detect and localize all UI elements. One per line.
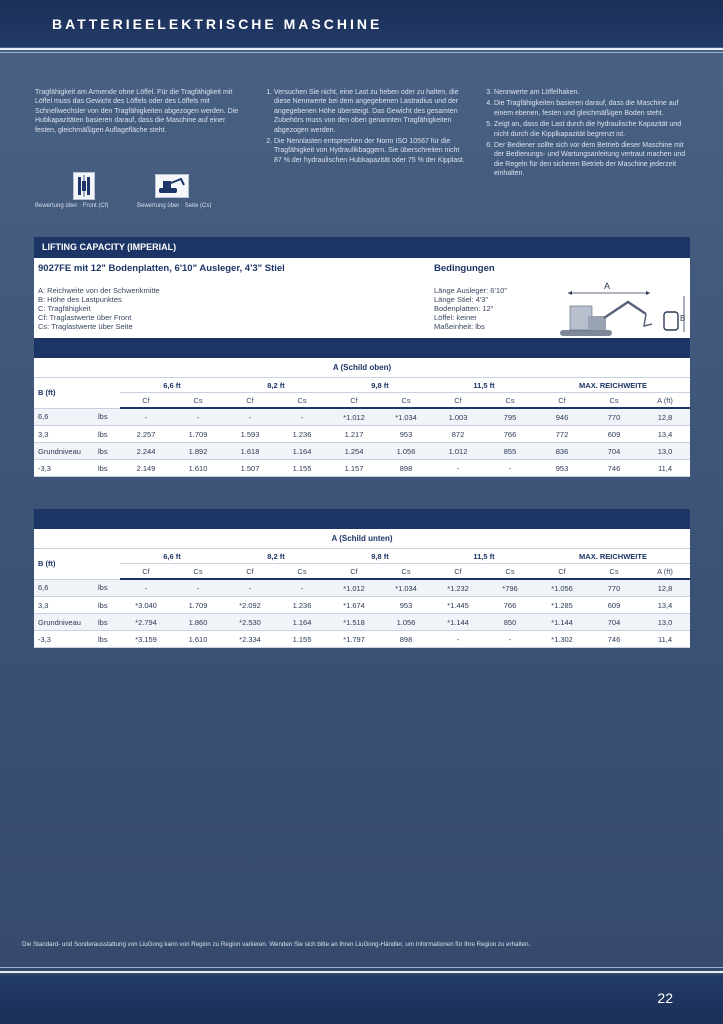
value-cell: *1.012 xyxy=(328,579,380,597)
value-cell: 1.892 xyxy=(172,443,224,460)
page-title: BATTERIEELEKTRISCHE MASCHINE xyxy=(52,16,383,32)
conditions-title: Bedingungen xyxy=(434,263,495,274)
value-cell: 13,0 xyxy=(640,614,690,631)
reach-group-header: 9,8 ft xyxy=(328,549,432,564)
machine-config-title: 9027FE mit 12" Bodenplatten, 6'10" Ausleger, 4'3" Stiel xyxy=(38,263,285,274)
unit-cell: lbs xyxy=(98,426,120,443)
table-row xyxy=(34,426,690,443)
column-subheader: Cs xyxy=(588,393,640,409)
value-cell: 13,4 xyxy=(640,597,690,614)
value-cell: - xyxy=(120,579,172,597)
value-cell: - xyxy=(276,579,328,597)
reach-group-header: 8,2 ft xyxy=(224,378,328,393)
table-title: A (Schild unten) xyxy=(34,529,690,549)
column-subheader: A (ft) xyxy=(640,393,690,409)
section-title: LIFTING CAPACITY (IMPERIAL) xyxy=(34,237,690,258)
column-subheader: Cs xyxy=(276,564,328,580)
value-cell: *1.232 xyxy=(432,579,484,597)
value-cell: 1.056 xyxy=(380,614,432,631)
column-subheader: Cf xyxy=(536,393,588,409)
value-cell: 770 xyxy=(588,408,640,426)
value-cell: *796 xyxy=(484,579,536,597)
value-cell: 609 xyxy=(588,597,640,614)
value-cell: 1.155 xyxy=(276,631,328,648)
value-cell: *1.144 xyxy=(536,614,588,631)
value-cell: - xyxy=(432,631,484,648)
lifting-capacity-section-2 xyxy=(34,509,690,648)
reach-group-header: 11,5 ft xyxy=(432,378,536,393)
column-subheader: Cf xyxy=(120,393,172,409)
note-text: Tragfähigkeit am Armende ohne Löffel. Für die Tragfähigkeit mit Löffel muss das Gewicht des Löffels oder des Löffels mit Schnellwechsler von den Tragfähigkeiten abgezogen werden. Die Hubkapazitäten basieren darauf, dass die Maschine auf einer festen, gleichmäßigen Auflagefläche steht. xyxy=(35,89,239,134)
unit-cell: lbs xyxy=(98,614,120,631)
value-cell: *1.034 xyxy=(380,408,432,426)
condition-item: Löffel: keiner xyxy=(434,313,477,322)
value-cell: 953 xyxy=(380,426,432,443)
value-cell: 13,0 xyxy=(640,443,690,460)
value-cell: 11,4 xyxy=(640,460,690,477)
reach-group-header: MAX. REICHWEITE xyxy=(536,549,690,564)
value-cell: 704 xyxy=(588,614,640,631)
value-cell: 1.254 xyxy=(328,443,380,460)
condition-item: Bodenplatten: 12" xyxy=(434,304,494,313)
height-cell: -3,3 xyxy=(34,460,98,477)
footer-disclaimer: Die Standard- und Sonderausstattung von LiuGong kann von Region zu Region variieren. Wenden Sie sich bitte an Ihren LiuGong-Händler, um Informationen für Ihre Region zu erhalten. xyxy=(22,941,531,948)
value-cell: - xyxy=(484,631,536,648)
reach-group-header: 8,2 ft xyxy=(224,549,328,564)
value-cell: *1.285 xyxy=(536,597,588,614)
value-cell: 1.217 xyxy=(328,426,380,443)
front-rating-icon xyxy=(73,172,95,200)
note-item: 3. Nennwerte am Löffelhaken. xyxy=(494,88,687,97)
value-cell: 1.709 xyxy=(172,597,224,614)
height-cell: 3,3 xyxy=(34,426,98,443)
header-divider xyxy=(0,48,723,50)
value-cell: 953 xyxy=(380,597,432,614)
column-subheader: Cf xyxy=(224,564,276,580)
value-cell: - xyxy=(276,408,328,426)
column-subheader: Cf xyxy=(120,564,172,580)
value-cell: 13,4 xyxy=(640,426,690,443)
column-subheader: Cf xyxy=(536,564,588,580)
value-cell: 946 xyxy=(536,408,588,426)
height-cell: 6,6 xyxy=(34,579,98,597)
value-cell: *1.012 xyxy=(328,408,380,426)
reach-group-header: 6,6 ft xyxy=(120,549,224,564)
value-cell: 953 xyxy=(536,460,588,477)
height-cell: -3,3 xyxy=(34,631,98,648)
condition-item: Länge Ausleger: 6'10" xyxy=(434,286,507,295)
legend-item: B: Höhe des Lastpunktes xyxy=(38,295,122,304)
footer-divider-thin xyxy=(0,967,723,968)
unit-cell: lbs xyxy=(98,579,120,597)
column-subheader: Cf xyxy=(328,564,380,580)
conditions-list xyxy=(434,286,507,331)
page-number: 22 xyxy=(657,990,673,1006)
value-cell: 12,8 xyxy=(640,579,690,597)
value-cell: *1.302 xyxy=(536,631,588,648)
value-cell: 770 xyxy=(588,579,640,597)
value-cell: 1.003 xyxy=(432,408,484,426)
value-cell: *1.034 xyxy=(380,579,432,597)
table-row xyxy=(34,443,690,460)
value-cell: *1.445 xyxy=(432,597,484,614)
value-cell: *1.674 xyxy=(328,597,380,614)
legend-item: Cf: Traglastwerte über Front xyxy=(38,313,132,322)
value-cell: - xyxy=(120,408,172,426)
unit-cell: lbs xyxy=(98,597,120,614)
value-cell: 609 xyxy=(588,426,640,443)
column-subheader: A (ft) xyxy=(640,564,690,580)
value-cell: *2.334 xyxy=(224,631,276,648)
value-cell: 850 xyxy=(484,614,536,631)
value-cell: 2.149 xyxy=(120,460,172,477)
value-cell: - xyxy=(224,579,276,597)
diagram-label-b: B xyxy=(680,314,686,323)
b-column-header: B (ft) xyxy=(34,549,120,580)
value-cell: *1.144 xyxy=(432,614,484,631)
unit-cell: lbs xyxy=(98,443,120,460)
value-cell: 772 xyxy=(536,426,588,443)
b-column-header: B (ft) xyxy=(34,378,120,409)
reach-group-header: 11,5 ft xyxy=(432,549,536,564)
value-cell: *1.518 xyxy=(328,614,380,631)
value-cell: 766 xyxy=(484,597,536,614)
value-cell: *3.159 xyxy=(120,631,172,648)
column-subheader: Cs xyxy=(380,393,432,409)
value-cell: 1.164 xyxy=(276,614,328,631)
value-cell: - xyxy=(172,408,224,426)
value-cell: 1.236 xyxy=(276,426,328,443)
value-cell: 1.709 xyxy=(172,426,224,443)
column-subheader: Cf xyxy=(432,564,484,580)
column-subheader: Cf xyxy=(432,393,484,409)
note-item: 5. Zeigt an, dass die Last durch die hydraulische Kapazität und nicht durch die Kipplkapazität begrenzt ist. xyxy=(494,120,687,139)
table-title: A (Schild oben) xyxy=(34,358,690,378)
value-cell: 1.236 xyxy=(276,597,328,614)
value-cell: 795 xyxy=(484,408,536,426)
condition-item: Länge Stiel: 4'3" xyxy=(434,295,489,304)
footer-divider xyxy=(0,971,723,973)
value-cell: 1.056 xyxy=(380,443,432,460)
front-rating-label: Bewertung über · Front (Cf) xyxy=(35,203,109,209)
value-cell: 898 xyxy=(380,631,432,648)
unit-cell: lbs xyxy=(98,408,120,426)
column-subheader: Cs xyxy=(172,393,224,409)
side-rating-label: Bewertung über · Seite (Cs) xyxy=(137,203,212,209)
reach-group-header: 6,6 ft xyxy=(120,378,224,393)
value-cell: *1.797 xyxy=(328,631,380,648)
value-cell: 855 xyxy=(484,443,536,460)
value-cell: 1.593 xyxy=(224,426,276,443)
capacity-table-blade-down xyxy=(34,529,690,648)
table-row xyxy=(34,631,690,648)
value-cell: - xyxy=(432,460,484,477)
column-subheader: Cs xyxy=(484,564,536,580)
value-cell: 1.155 xyxy=(276,460,328,477)
value-cell: 1.507 xyxy=(224,460,276,477)
unit-cell: lbs xyxy=(98,631,120,648)
note-item: 2. Die Nennlasten entsprechen der Norm ISO 10567 für die Tragfähigkeit von Hydraulikbaggern. Sie überschreiten nicht 87 % der hydraulischen Hubkapazität oder 75 % der Kipplast. xyxy=(274,137,467,165)
header-divider-thin xyxy=(0,52,723,53)
column-subheader: Cf xyxy=(224,393,276,409)
value-cell: 1.610 xyxy=(172,460,224,477)
value-cell: 898 xyxy=(380,460,432,477)
legend-item: A: Reichweite von der Schwenkmitte xyxy=(38,286,160,295)
machine-info xyxy=(34,258,690,338)
table-row xyxy=(34,597,690,614)
value-cell: 766 xyxy=(484,426,536,443)
height-cell: Grundniveau xyxy=(34,443,98,460)
notes-column-2 xyxy=(262,88,467,167)
excavator-diagram xyxy=(544,258,690,338)
column-subheader: Cs xyxy=(588,564,640,580)
value-cell: 1.860 xyxy=(172,614,224,631)
legend-item: Cs: Traglastwerte über Seite xyxy=(38,322,133,331)
note-item: 6. Der Bediener sollte sich vor dem Betrieb dieser Maschine mit der Bedienungs- und Wartungsanleitung vertraut machen und die Regeln für den sicheren Betrieb der Maschine jederzeit einhalten. xyxy=(494,141,687,179)
section-divider-bar xyxy=(34,338,690,358)
value-cell: - xyxy=(484,460,536,477)
capacity-table-blade-up xyxy=(34,358,690,477)
table-row xyxy=(34,408,690,426)
height-cell: 3,3 xyxy=(34,597,98,614)
lifting-capacity-section xyxy=(34,237,690,477)
value-cell: - xyxy=(224,408,276,426)
table-row xyxy=(34,579,690,597)
legend-item: C: Tragfähigkeit xyxy=(38,304,91,313)
reach-group-header: 9,8 ft xyxy=(328,378,432,393)
note-item: 4. Die Tragfähigkeiten basieren darauf, dass die Maschine auf einem ebenen, festen und gleichmäßigen Boden steht. xyxy=(494,99,687,118)
value-cell: 1.164 xyxy=(276,443,328,460)
column-subheader: Cf xyxy=(328,393,380,409)
value-cell: - xyxy=(172,579,224,597)
value-cell: 2.244 xyxy=(120,443,172,460)
legend-list xyxy=(38,286,160,331)
column-subheader: Cs xyxy=(380,564,432,580)
side-rating-icon xyxy=(155,174,189,198)
value-cell: 704 xyxy=(588,443,640,460)
value-cell: *3.040 xyxy=(120,597,172,614)
value-cell: 1.012 xyxy=(432,443,484,460)
unit-cell: lbs xyxy=(98,460,120,477)
value-cell: 1.610 xyxy=(172,631,224,648)
value-cell: 2.257 xyxy=(120,426,172,443)
value-cell: 11,4 xyxy=(640,631,690,648)
table-row xyxy=(34,614,690,631)
table-row xyxy=(34,460,690,477)
height-cell: 6,6 xyxy=(34,408,98,426)
notes-column-3 xyxy=(482,88,687,181)
section-divider-bar xyxy=(34,509,690,529)
notes-column-1 xyxy=(35,88,245,135)
column-subheader: Cs xyxy=(484,393,536,409)
value-cell: 836 xyxy=(536,443,588,460)
diagram-label-a: A xyxy=(604,281,611,291)
value-cell: 746 xyxy=(588,631,640,648)
value-cell: *2.092 xyxy=(224,597,276,614)
value-cell: *1.056 xyxy=(536,579,588,597)
value-cell: 12,8 xyxy=(640,408,690,426)
reach-group-header: MAX. REICHWEITE xyxy=(536,378,690,393)
condition-item: Maßeinheit: lbs xyxy=(434,322,485,331)
height-cell: Grundniveau xyxy=(34,614,98,631)
value-cell: *2.794 xyxy=(120,614,172,631)
value-cell: 872 xyxy=(432,426,484,443)
note-item: 1. Versuchen Sie nicht, eine Last zu heben oder zu halten, die diese Nennwerte bei dem angegebenen Lastradius und der angegebenen Höhe übersteigt. Das Gewicht des gesamten Zubehörs muss von den oben genannten Tragfähigkeiten abgezogen werden. xyxy=(274,88,467,135)
column-subheader: Cs xyxy=(172,564,224,580)
rating-icons xyxy=(35,172,245,212)
value-cell: 1.618 xyxy=(224,443,276,460)
footer-bar xyxy=(0,975,723,1024)
column-subheader: Cs xyxy=(276,393,328,409)
value-cell: 746 xyxy=(588,460,640,477)
value-cell: 1.157 xyxy=(328,460,380,477)
value-cell: *2.530 xyxy=(224,614,276,631)
